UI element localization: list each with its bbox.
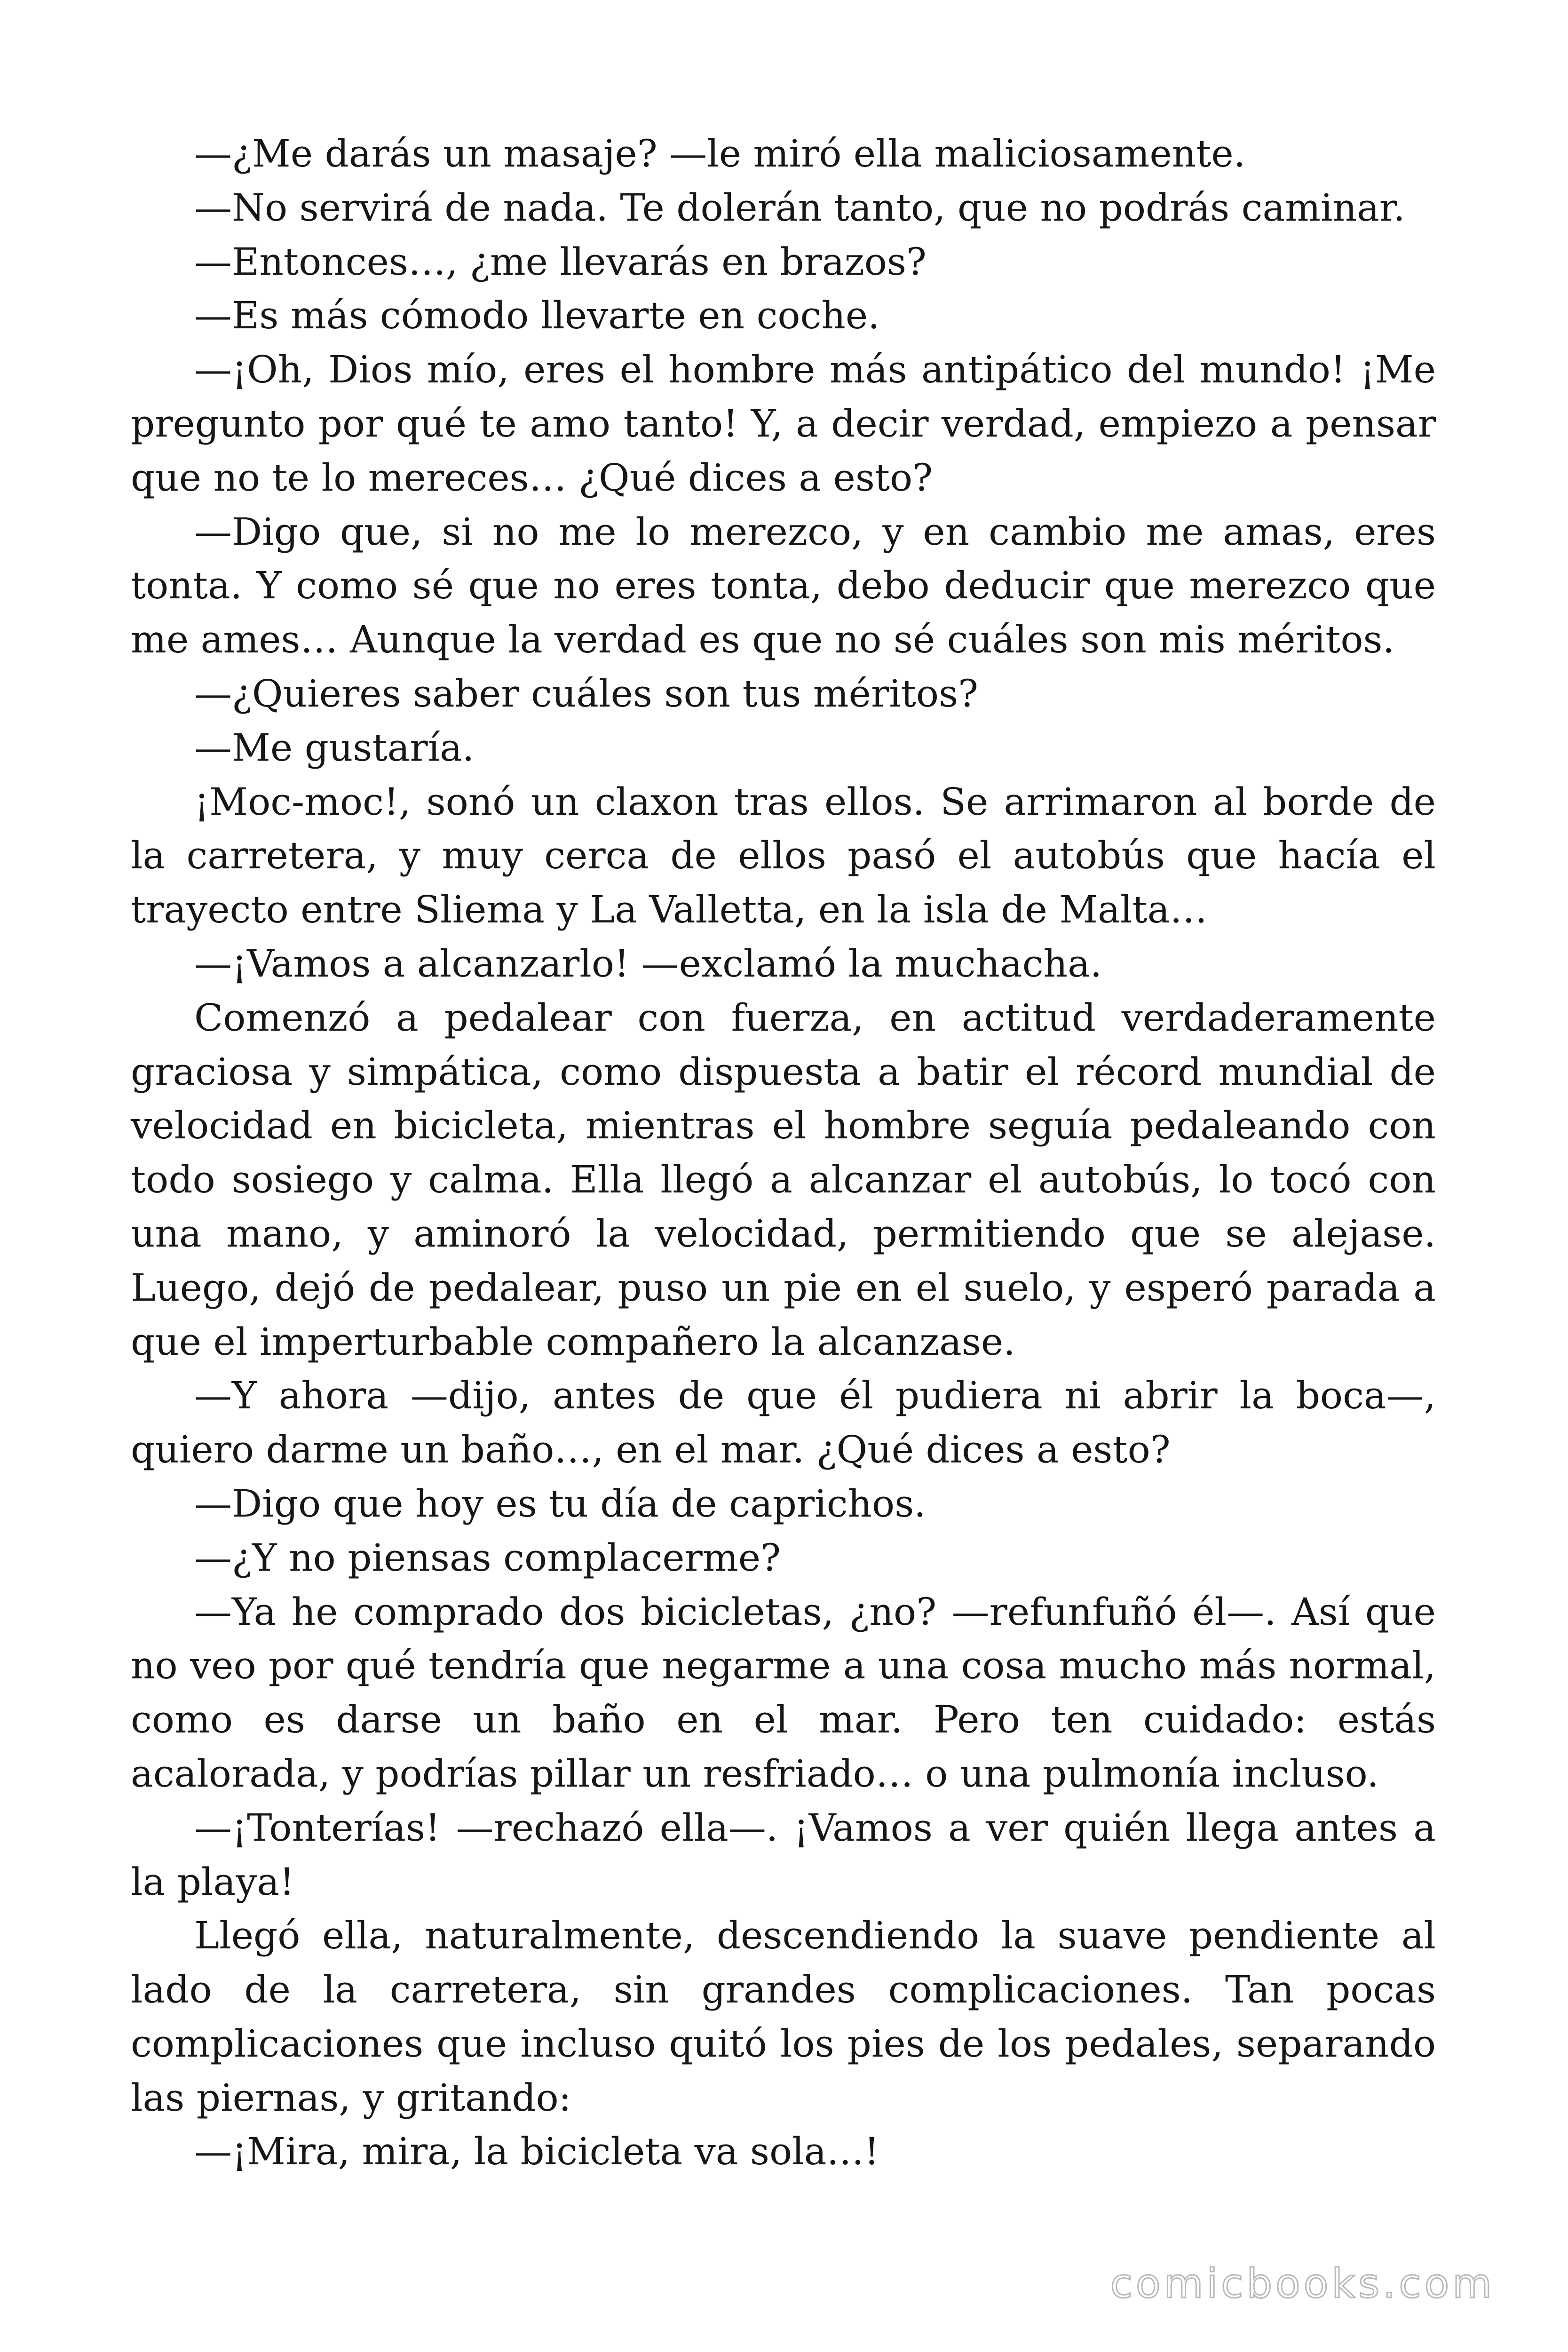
paragraph: —Entonces…, ¿me llevarás en brazos? <box>194 239 927 284</box>
paragraph: —¿Y no piensas complacerme? <box>194 1535 781 1580</box>
paragraph: —Me gustaría. <box>194 725 475 770</box>
paragraph: —Y ahora —dijo, antes de que él pudiera ni abrir la boca—, quiero darme un baño…, en el mar. ¿Qué dices a esto? <box>131 1374 1436 1472</box>
paragraph: —¡Oh, Dios mío, eres el hombre más antipático del mundo! ¡Me pregunto por qué te amo tanto! Y, a decir verdad, empiezo a pensar que no te lo mereces… ¿Qué dices a esto? <box>131 348 1436 500</box>
paragraph: ¡Moc-moc!, sonó un claxon tras ellos. Se arrimaron al borde de la carretera, y muy cerca de ellos pasó el autobús que hacía el trayecto entre Sliema y La Valletta, en la isla de Malta… <box>131 779 1436 932</box>
paragraph: —¡Tonterías! —rechazó ella—. ¡Vamos a ver quién llega antes a la playa! <box>131 1805 1436 1904</box>
watermark-logo: comicbooks.com <box>1110 2260 1495 2307</box>
paragraph: —¿Me darás un masaje? —le miró ella maliciosamente. <box>194 132 1246 175</box>
paragraph: —Digo que, si no me lo merezco, y en cambio me amas, eres tonta. Y como sé que no eres tonta, debo deducir que merezco que me ames… Aunque la verdad es que no sé cuáles son mis méritos. <box>131 509 1436 662</box>
paragraph: Comenzó a pedalear con fuerza, en actitud verdaderamente graciosa y simpática, como dispuesta a batir el récord mundial de velocidad en bicicleta, mientras el hombre seguía pedaleando con todo sosiego y calma. Ella llegó a alcanzar el autobús, lo tocó con una mano, y aminoró la velocidad, permitiendo que se alejase. Luego, dejó de pedalear, puso un pie en el suelo, y esperó parada a que el imperturbable compañero la alcanzase. <box>131 995 1436 1364</box>
paragraph: —Es más cómodo llevarte en coche. <box>194 294 880 338</box>
paragraph: —¡Mira, mira, la bicicleta va sola…! <box>194 2130 879 2174</box>
paragraph: —Digo que hoy es tu día de caprichos. <box>194 1481 926 1526</box>
paragraph: Llegó ella, naturalmente, descendiendo la suave pendiente al lado de la carretera, sin grandes complicaciones. Tan pocas complicaciones que incluso quitó los pies de los pedales, separando las piernas, y gritando: <box>131 1914 1436 2120</box>
paragraph: —¡Vamos a alcanzarlo! —exclamó la muchacha. <box>194 941 1102 985</box>
paragraph: —Ya he comprado dos bicicletas, ¿no? —refunfuñó él—. Así que no veo por qué tendría que negarme a una cosa mucho más normal, como es darse un baño en el mar. Pero ten cuidado: estás acalorada, y podrías pillar un resfriado… o una pulmonía incluso. <box>131 1589 1436 1796</box>
body-text <box>131 127 1436 2179</box>
paragraph: —¿Quieres saber cuáles son tus méritos? <box>194 671 979 715</box>
paragraph: —No servirá de nada. Te dolerán tanto, que no podrás caminar. <box>194 185 1405 230</box>
